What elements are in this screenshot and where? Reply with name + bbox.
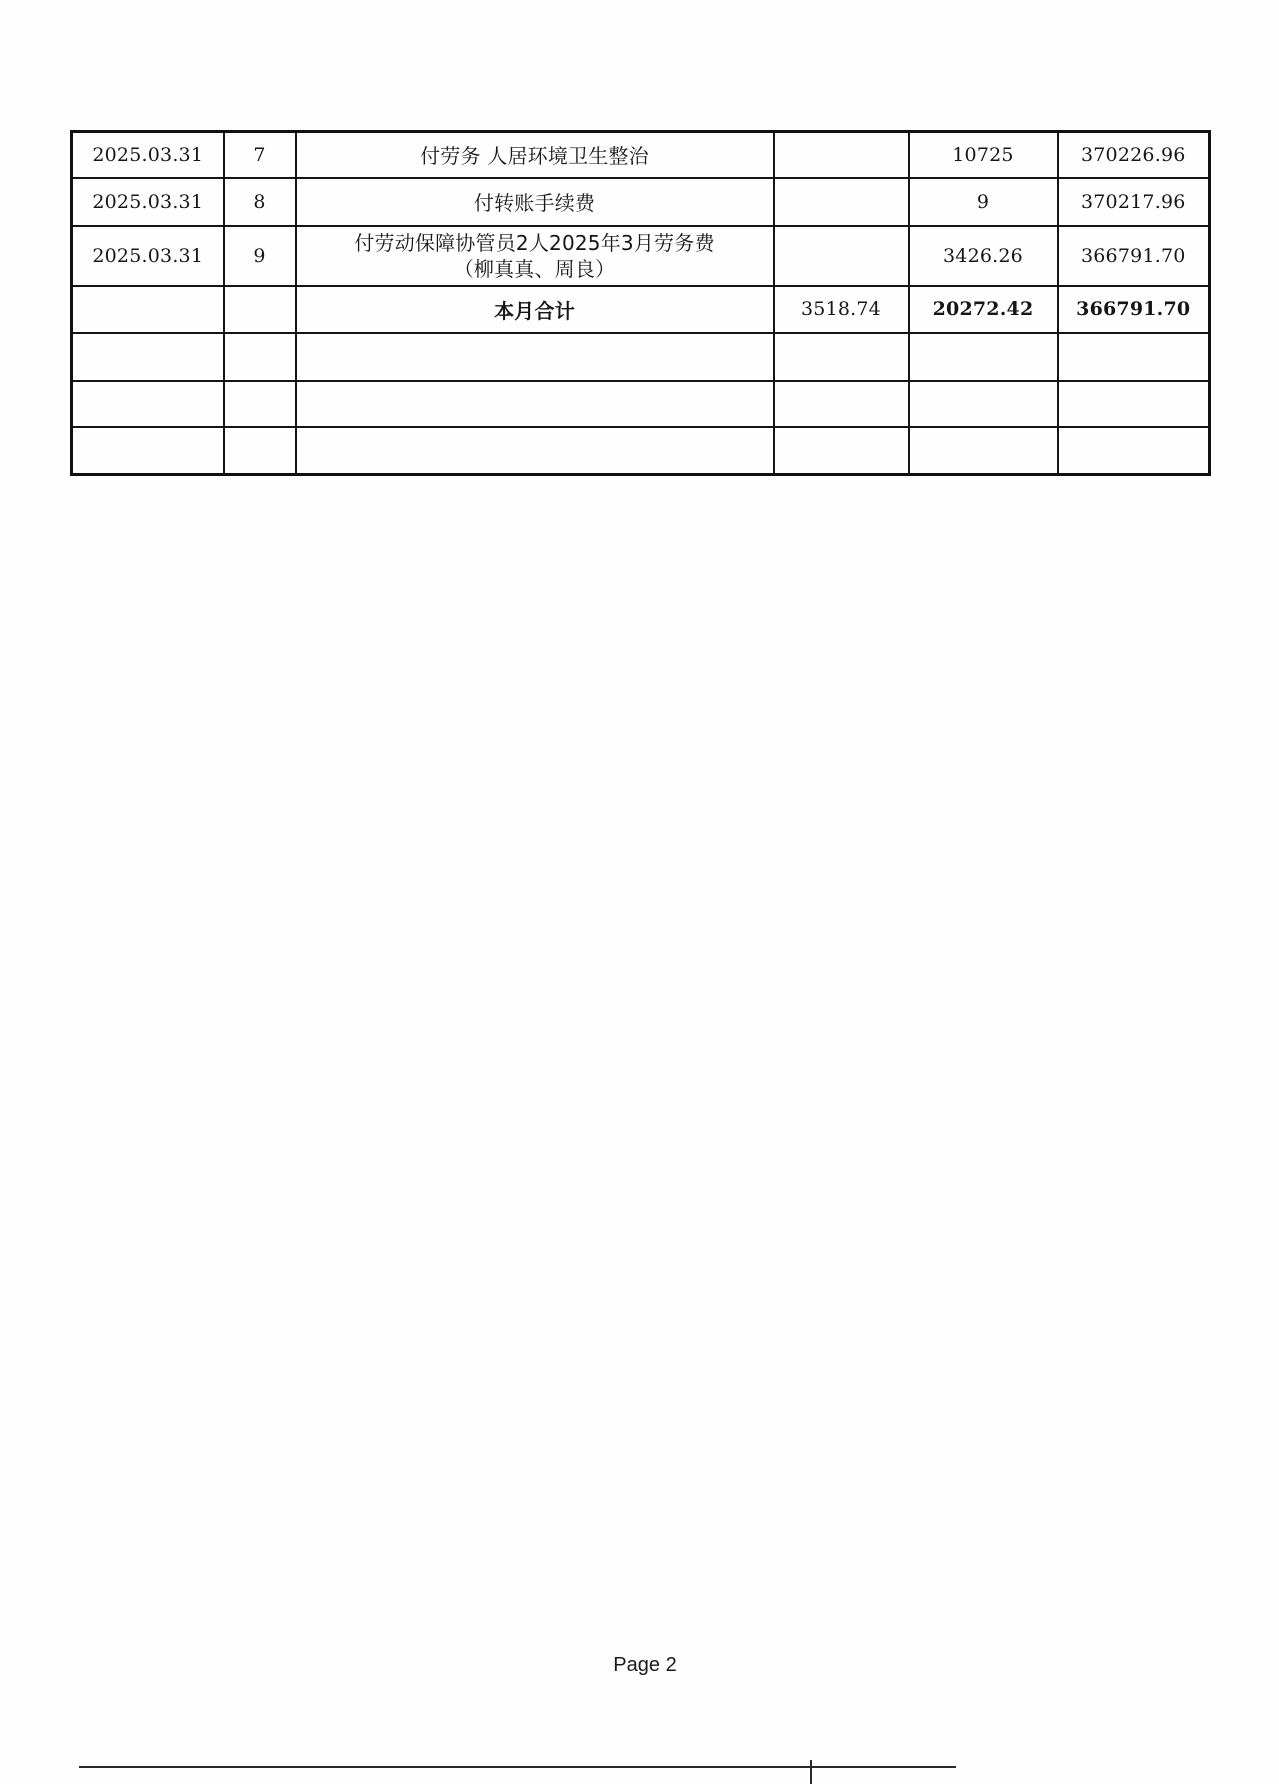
balance-cell (1058, 427, 1210, 475)
balance-cell: 370226.96 (1058, 132, 1210, 178)
description-line-2: （柳真真、周良） (453, 256, 616, 281)
debit-cell (774, 381, 909, 427)
description-cell (296, 427, 774, 475)
debit-cell (774, 333, 909, 381)
description-cell (296, 381, 774, 427)
description-cell: 付劳务 人居环境卫生整治 (296, 132, 774, 178)
description-cell (296, 226, 774, 286)
balance-total-cell: 366791.70 (1058, 286, 1210, 333)
balance-cell (1058, 333, 1210, 381)
date-cell: 2025.03.31 (72, 178, 224, 226)
empty-table-row (72, 427, 1210, 475)
date-cell: 2025.03.31 (72, 226, 224, 286)
ledger-table (70, 130, 1211, 476)
footer-rule (79, 1766, 956, 1768)
credit-cell (909, 381, 1058, 427)
empty-table-row (72, 333, 1210, 381)
balance-cell (1058, 381, 1210, 427)
debit-cell (774, 132, 909, 178)
table-row (72, 178, 1210, 226)
credit-cell (909, 333, 1058, 381)
empty-table-row (72, 381, 1210, 427)
description-cell: 付转账手续费 (296, 178, 774, 226)
credit-cell: 9 (909, 178, 1058, 226)
date-cell (72, 286, 224, 333)
voucher-number-cell (224, 381, 296, 427)
credit-total-cell: 20272.42 (909, 286, 1058, 333)
voucher-number-cell (224, 333, 296, 381)
voucher-number-cell (224, 427, 296, 475)
credit-cell (909, 427, 1058, 475)
table-row (72, 226, 1210, 286)
debit-cell (774, 427, 909, 475)
debit-cell (774, 178, 909, 226)
date-cell (72, 427, 224, 475)
footer-tick-mark (810, 1760, 812, 1784)
debit-cell (774, 226, 909, 286)
date-cell (72, 333, 224, 381)
credit-cell: 3426.26 (909, 226, 1058, 286)
monthly-total-label: 本月合计 (296, 286, 774, 333)
balance-cell: 366791.70 (1058, 226, 1210, 286)
voucher-number-cell: 7 (224, 132, 296, 178)
voucher-number-cell: 9 (224, 226, 296, 286)
page-number: Page 2 (613, 1654, 677, 1676)
voucher-number-cell: 8 (224, 178, 296, 226)
credit-cell: 10725 (909, 132, 1058, 178)
monthly-total-row (72, 286, 1210, 333)
balance-cell: 370217.96 (1058, 178, 1210, 226)
debit-total-cell: 3518.74 (774, 286, 909, 333)
date-cell (72, 381, 224, 427)
description-cell (296, 333, 774, 381)
voucher-number-cell (224, 286, 296, 333)
date-cell: 2025.03.31 (72, 132, 224, 178)
description-line-1: 付劳动保障协管员2人2025年3月劳务费 (354, 230, 715, 255)
table-row (72, 132, 1210, 178)
